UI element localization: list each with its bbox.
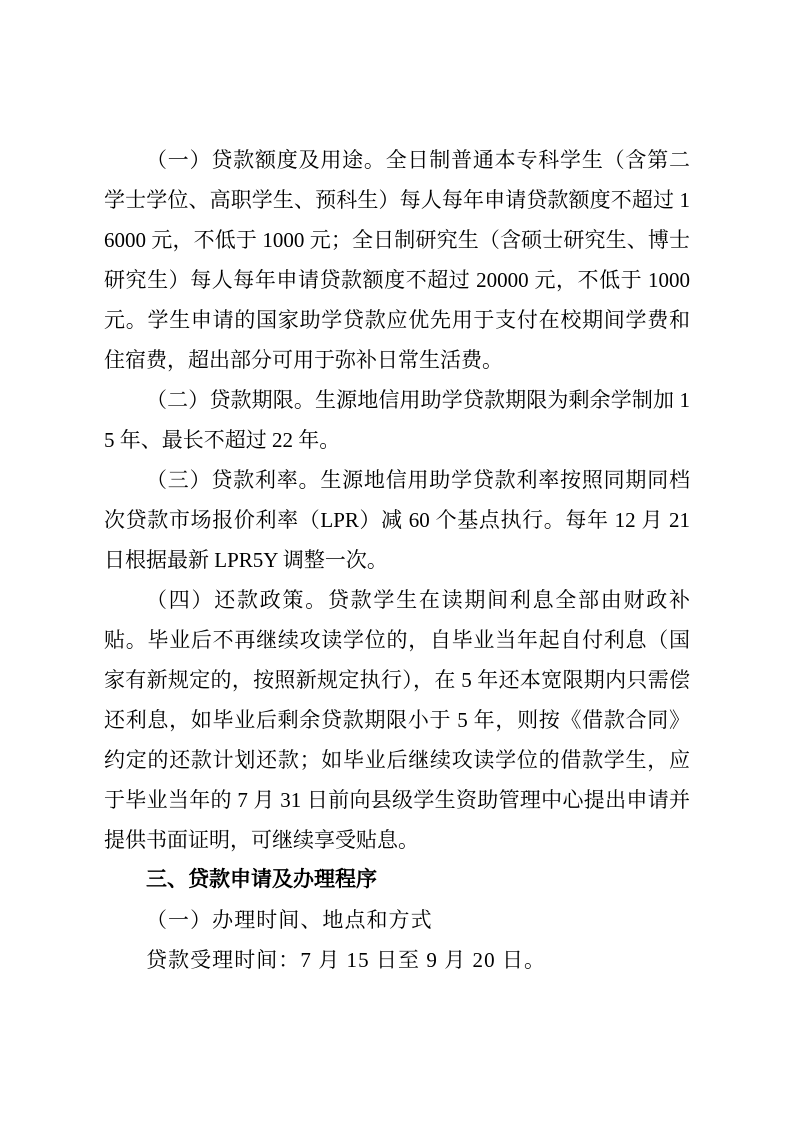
subsection-processing-time-place-method: （一）办理时间、地点和方式 (146, 908, 433, 932)
paragraph-loan-amount-and-use: （一）贷款额度及用途。全日制普通本专科学生（含第二学士学位、高职学生、预科生）每人每年申请贷款额度不超过 16000 元，不低于 1000 元；全日制研究生（含硕士研究生、博士研究生）每人每年申请贷款额度不超过 20000 元，不低于 1000 元。学生申请的国家助学贷款应优先用于支付在校期间学费和住宿费，超出部分可用于弥补日常生活费。 (104, 148, 690, 372)
paragraph-repayment-policy: （四）还款政策。贷款学生在读期间利息全部由财政补贴。毕业后不再继续攻读学位的，自毕业当年起自付利息（国家有新规定的，按照新规定执行），在 5 年还本宽限期内只需偿还利息，如毕业后剩余贷款期限小于 5 年，则按《借款合同》约定的还款计划还款；如毕业后继续攻读学位的借款学生，应于毕业当年的 7 月 31 日前向县级学生资助管理中心提出申请并提供书面证明，可继续享受贴息。 (104, 588, 690, 852)
paragraph-loan-term: （二）贷款期限。生源地信用助学贷款期限为剩余学制加 15 年、最长不超过 22 年。 (104, 388, 690, 452)
line-loan-acceptance-period: 贷款受理时间：7 月 15 日至 9 月 20 日。 (146, 948, 547, 972)
section-heading-application-procedure: 三、贷款申请及办理程序 (146, 868, 377, 891)
paragraph-loan-interest-rate: （三）贷款利率。生源地信用助学贷款利率按照同期同档次贷款市场报价利率（LPR）减 60 个基点执行。每年 12 月 21 日根据最新 LPR5Y 调整一次。 (104, 468, 690, 572)
